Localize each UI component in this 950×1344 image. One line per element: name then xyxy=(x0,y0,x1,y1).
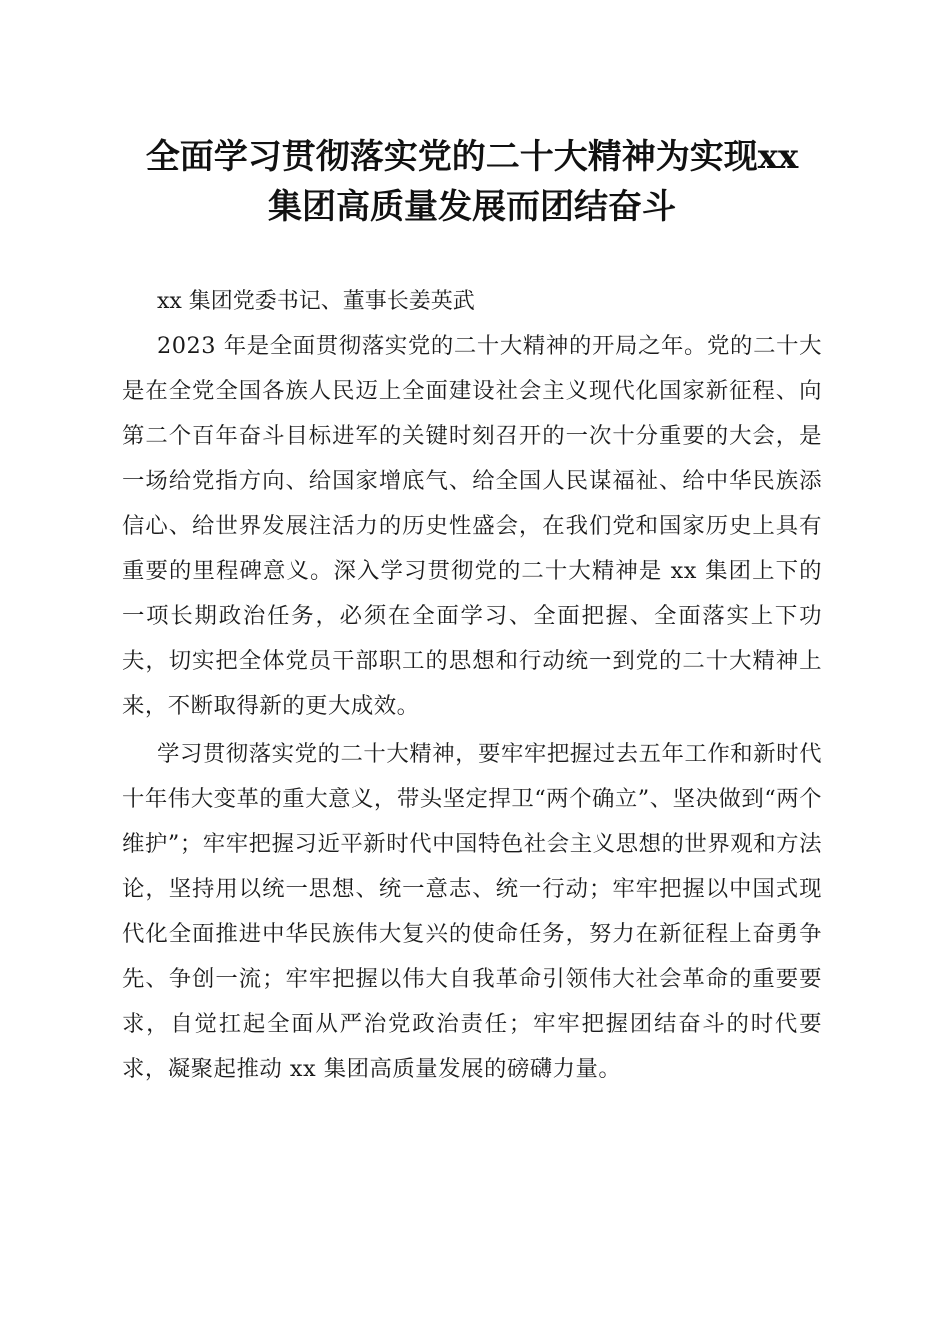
document-page xyxy=(122,132,822,1092)
document-title xyxy=(122,132,822,232)
title-line-1: 全面学习贯彻落实党的二十大精神为实现xx xyxy=(145,137,799,177)
title-line-2: 集团高质量发展而团结奋斗 xyxy=(268,187,676,227)
author-byline: xx 集团党委书记、董事长姜英武 xyxy=(157,289,475,314)
body-paragraph-2: 学习贯彻落实党的二十大精神，要牢牢把握过去五年工作和新时代十年伟大变革的重大意义，带头坚定捍卫“两个确立”、坚决做到“两个维护”；牢牢把握习近平新时代中国特色社会主义思想的世界观和方法论，坚持用以统一思想、统一意志、统一行动；牢牢把握以中国式现代化全面推进中华民族伟大复兴的使命任务，努力在新征程上奋勇争先、争创一流；牢牢把握以伟大自我革命引领伟大社会革命的重要要求，自觉扛起全面从严治党政治责任；牢牢把握团结奋斗的时代要求，凝聚起推动 xx 集团高质量发展的磅礴力量。 xyxy=(122,741,822,1082)
body-paragraph-1: 2023 年是全面贯彻落实党的二十大精神的开局之年。党的二十大是在全党全国各族人民迈上全面建设社会主义现代化国家新征程、向第二个百年奋斗目标进军的关键时刻召开的一次十分重要的大会，是一场给党指方向、给国家增底气、给全国人民谋福祉、给中华民族添信心、给世界发展注活力的历史性盛会，在我们党和国家历史上具有重要的里程碑意义。深入学习贯彻党的二十大精神是 xx 集团上下的一项长期政治任务，必须在全面学习、全面把握、全面落实上下功夫，切实把全体党员干部职工的思想和行动统一到党的二十大精神上来，不断取得新的更大成效。 xyxy=(122,333,822,719)
